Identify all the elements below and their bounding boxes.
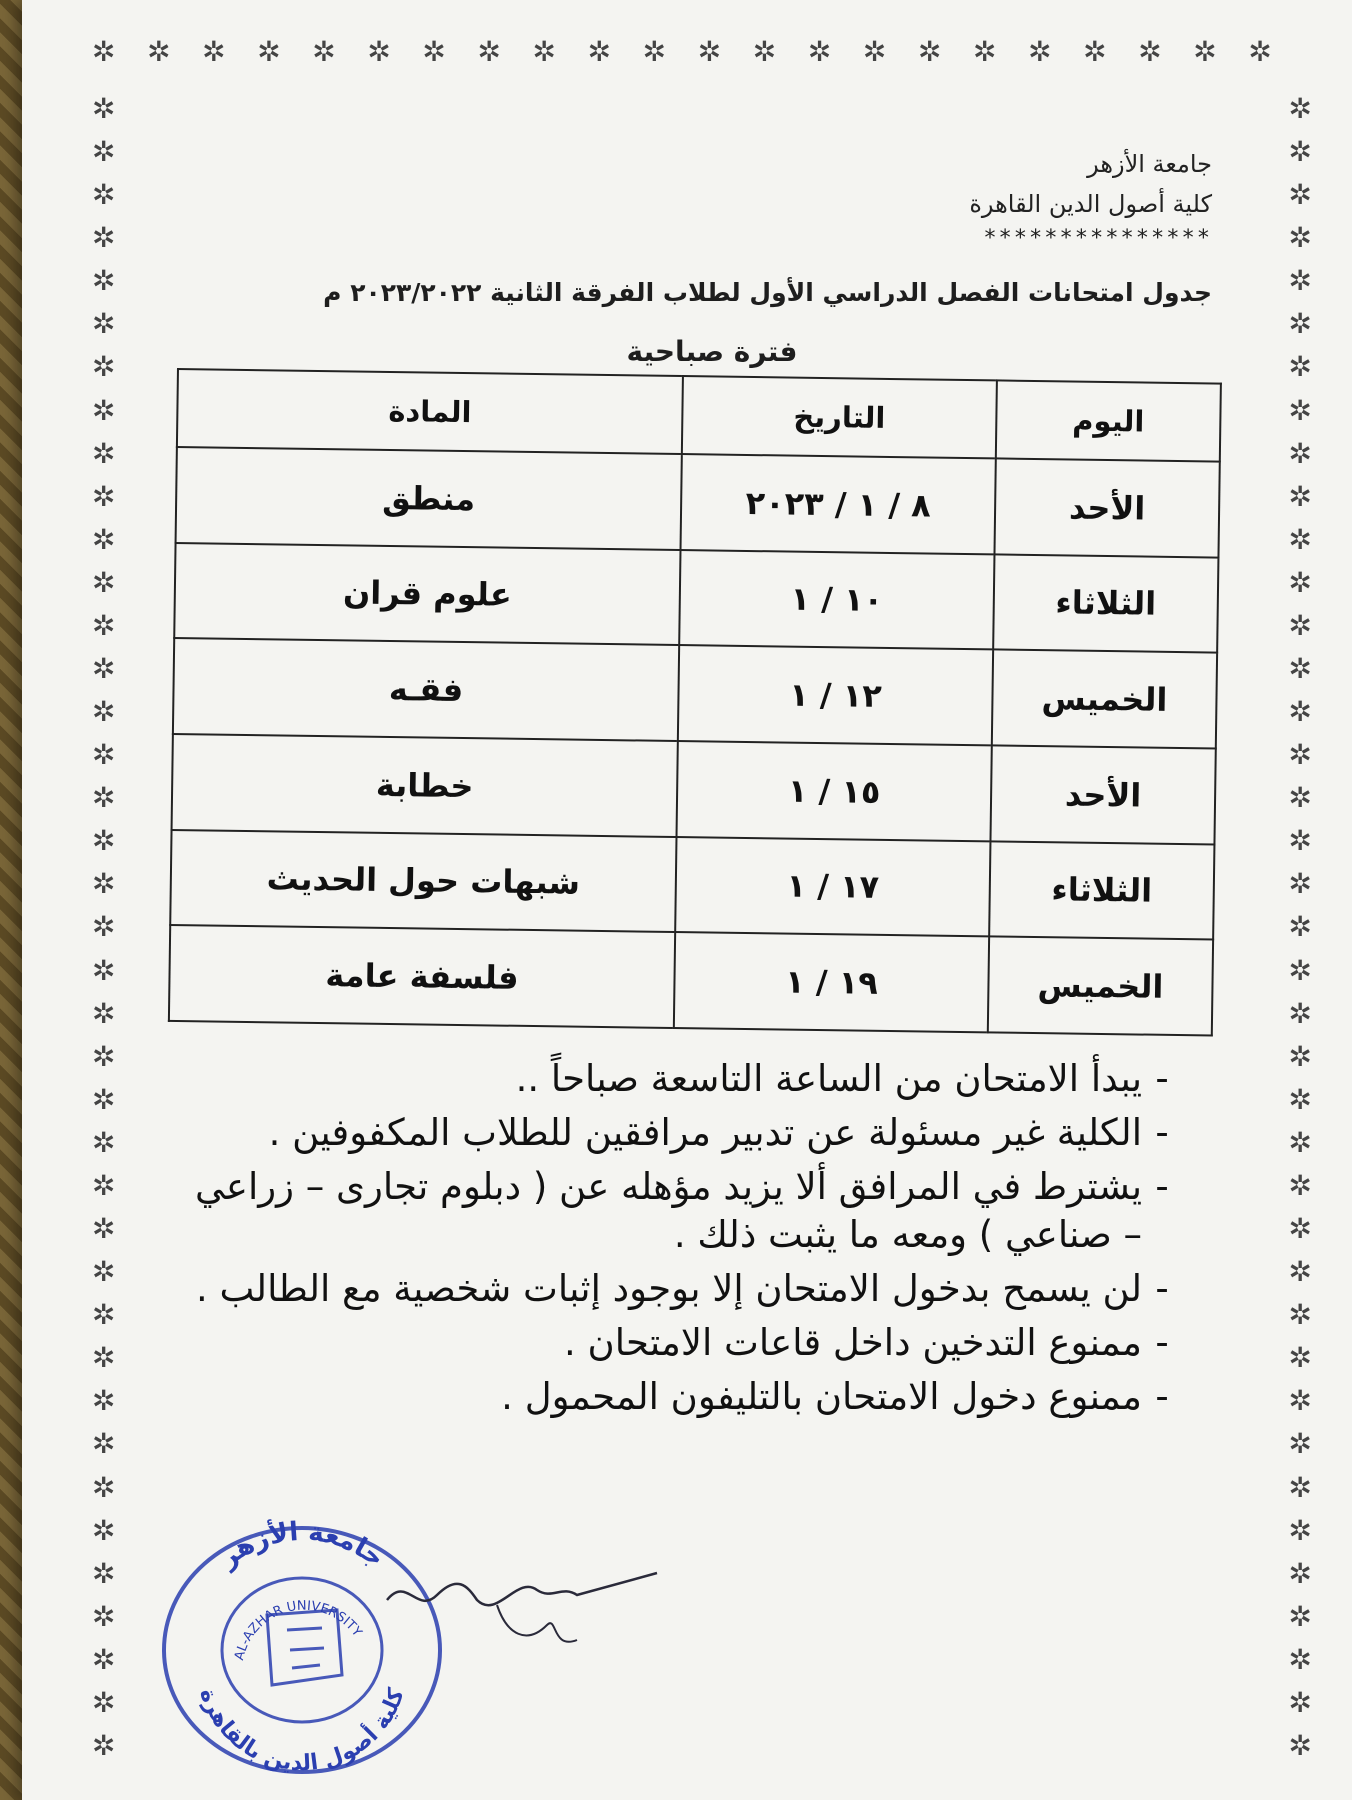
list-item bbox=[172, 1265, 1182, 1313]
border-star-icon: ✲ bbox=[1288, 1470, 1312, 1504]
border-star-icon: ✲ bbox=[92, 1470, 116, 1504]
header-day: اليوم bbox=[996, 380, 1221, 461]
cell-date: ١٩ / ١ bbox=[674, 932, 989, 1032]
border-star-icon: ✲ bbox=[1028, 35, 1052, 68]
header-subject: المادة bbox=[177, 369, 683, 454]
border-star-icon: ✲ bbox=[1083, 35, 1107, 68]
border-star-icon: ✲ bbox=[1288, 178, 1312, 212]
border-star-icon: ✲ bbox=[1288, 1255, 1312, 1289]
border-star-icon: ✲ bbox=[1288, 565, 1312, 599]
seal-top-text: جامعة الأزهر bbox=[213, 1516, 390, 1574]
cell-subject: فلسفة عامة bbox=[169, 925, 675, 1028]
border-star-icon: ✲ bbox=[92, 1212, 116, 1246]
cell-day: الثلاثاء bbox=[989, 841, 1214, 940]
svg-text:جامعة الأزهر bbox=[212, 1516, 390, 1575]
border-star-icon: ✲ bbox=[92, 221, 116, 255]
border-star-icon: ✲ bbox=[973, 35, 997, 68]
border-star-icon: ✲ bbox=[202, 35, 226, 68]
border-star-icon: ✲ bbox=[92, 393, 116, 427]
border-star-icon: ✲ bbox=[92, 264, 116, 298]
border-star-icon: ✲ bbox=[92, 35, 116, 68]
table-row bbox=[170, 830, 1214, 940]
table-row bbox=[173, 638, 1217, 748]
border-star-icon: ✲ bbox=[1288, 1212, 1312, 1246]
border-star-icon: ✲ bbox=[92, 1599, 116, 1633]
border-star-icon: ✲ bbox=[1288, 1039, 1312, 1073]
list-item bbox=[172, 1109, 1182, 1157]
instruction-text: الكلية غير مسئولة عن تدبير مرافقين للطلاب المكفوفين . bbox=[268, 1111, 1142, 1154]
list-item bbox=[172, 1163, 1182, 1259]
border-star-icon: ✲ bbox=[1288, 264, 1312, 298]
border-star-icon: ✲ bbox=[147, 35, 171, 68]
border-star-icon: ✲ bbox=[92, 996, 116, 1030]
border-star-icon: ✲ bbox=[1288, 781, 1312, 815]
border-star-icon: ✲ bbox=[1288, 1513, 1312, 1547]
border-star-icon: ✲ bbox=[92, 652, 116, 686]
border-star-icon: ✲ bbox=[92, 479, 116, 513]
border-star-icon: ✲ bbox=[92, 1082, 116, 1116]
instruction-text: ممنوع دخول الامتحان بالتليفون المحمول . bbox=[501, 1375, 1142, 1418]
cell-date: ١٠ / ١ bbox=[679, 550, 994, 650]
decorative-border-top bbox=[92, 35, 1272, 68]
decorative-border-right bbox=[1288, 92, 1312, 1762]
border-star-icon: ✲ bbox=[1288, 436, 1312, 470]
instruction-text: لن يسمح بدخول الامتحان إلا بوجود إثبات شخصية مع الطالب . bbox=[195, 1267, 1142, 1310]
border-star-icon: ✲ bbox=[92, 824, 116, 858]
border-star-icon: ✲ bbox=[1288, 738, 1312, 772]
border-star-icon: ✲ bbox=[917, 35, 942, 68]
border-star-icon: ✲ bbox=[92, 307, 116, 341]
border-star-icon: ✲ bbox=[92, 350, 116, 384]
document-page bbox=[22, 0, 1352, 1800]
list-item bbox=[172, 1055, 1182, 1103]
border-star-icon: ✲ bbox=[1288, 910, 1312, 944]
table-row bbox=[174, 543, 1218, 653]
cell-date: ١٧ / ١ bbox=[675, 837, 990, 937]
border-star-icon: ✲ bbox=[312, 35, 336, 68]
border-star-icon: ✲ bbox=[1288, 221, 1312, 255]
bullet-dash: - bbox=[1155, 1267, 1169, 1310]
border-star-icon: ✲ bbox=[92, 1427, 116, 1461]
border-star-icon: ✲ bbox=[1288, 1298, 1312, 1332]
document-header bbox=[969, 150, 1212, 251]
border-star-icon: ✲ bbox=[367, 35, 391, 68]
border-star-icon: ✲ bbox=[422, 35, 446, 68]
border-star-icon: ✲ bbox=[1288, 824, 1312, 858]
instruction-text: ممنوع التدخين داخل قاعات الامتحان . bbox=[564, 1321, 1142, 1364]
border-star-icon: ✲ bbox=[752, 35, 777, 68]
svg-text:كلية أصول الدين بالقاهرة bbox=[194, 1685, 409, 1776]
border-star-icon: ✲ bbox=[1288, 1599, 1312, 1633]
border-star-icon: ✲ bbox=[92, 608, 116, 642]
border-star-icon: ✲ bbox=[1288, 1427, 1312, 1461]
cell-day: الخميس bbox=[988, 937, 1213, 1036]
border-star-icon: ✲ bbox=[92, 436, 116, 470]
border-star-icon: ✲ bbox=[1288, 652, 1312, 686]
cell-day: الخميس bbox=[992, 650, 1217, 749]
table-row bbox=[172, 734, 1216, 844]
border-star-icon: ✲ bbox=[1288, 1341, 1312, 1375]
border-star-icon: ✲ bbox=[92, 1341, 116, 1375]
border-star-icon: ✲ bbox=[1288, 92, 1312, 125]
seal-latin-text: AL-AZHAR UNIVERSITY bbox=[232, 1598, 365, 1662]
border-star-icon: ✲ bbox=[92, 953, 116, 987]
instruction-text: يبدأ الامتحان من الساعة التاسعة صباحاً .. bbox=[515, 1057, 1142, 1100]
decorative-border-left bbox=[92, 92, 116, 1762]
cell-day: الأحد bbox=[990, 745, 1215, 844]
bullet-dash: - bbox=[1155, 1321, 1169, 1364]
cell-date: ١٥ / ١ bbox=[677, 741, 992, 841]
border-star-icon: ✲ bbox=[1288, 953, 1312, 987]
cell-subject: خطابة bbox=[172, 734, 678, 837]
border-star-icon: ✲ bbox=[92, 910, 116, 944]
cell-day: الثلاثاء bbox=[993, 554, 1218, 653]
exam-schedule-table bbox=[168, 368, 1222, 1037]
border-star-icon: ✲ bbox=[1288, 393, 1312, 427]
border-star-icon: ✲ bbox=[92, 565, 116, 599]
university-name: جامعة الأزهر bbox=[1087, 150, 1212, 178]
header-date: التاريخ bbox=[682, 376, 997, 458]
table-row bbox=[169, 925, 1213, 1035]
border-star-icon: ✲ bbox=[1288, 307, 1312, 341]
border-star-icon: ✲ bbox=[1288, 608, 1312, 642]
bullet-dash: - bbox=[1155, 1057, 1169, 1100]
border-star-icon: ✲ bbox=[1288, 867, 1312, 901]
border-star-icon: ✲ bbox=[587, 35, 612, 68]
border-star-icon: ✲ bbox=[92, 867, 116, 901]
handwritten-signature bbox=[377, 1555, 667, 1665]
border-star-icon: ✲ bbox=[1288, 695, 1312, 729]
border-star-icon: ✲ bbox=[532, 35, 556, 68]
bullet-dash: - bbox=[1155, 1165, 1169, 1208]
cell-subject: منطق bbox=[176, 447, 682, 550]
list-item bbox=[172, 1319, 1182, 1367]
border-star-icon: ✲ bbox=[1288, 1642, 1312, 1676]
border-star-icon: ✲ bbox=[1138, 35, 1162, 68]
cell-date: ١٢ / ١ bbox=[678, 645, 993, 745]
border-star-icon: ✲ bbox=[92, 1728, 116, 1762]
seal-bottom-text: كلية أصول الدين بالقاهرة bbox=[194, 1685, 410, 1777]
border-star-icon: ✲ bbox=[1288, 1168, 1312, 1202]
border-star-icon: ✲ bbox=[807, 35, 832, 68]
bullet-dash: - bbox=[1155, 1111, 1169, 1154]
border-star-icon: ✲ bbox=[1288, 1556, 1312, 1590]
cell-subject: شبهات حول الحديث bbox=[170, 830, 676, 933]
cell-subject: فقـه bbox=[173, 638, 679, 741]
border-star-icon: ✲ bbox=[92, 1039, 116, 1073]
border-star-icon: ✲ bbox=[257, 35, 281, 68]
border-star-icon: ✲ bbox=[92, 1298, 116, 1332]
border-star-icon: ✲ bbox=[92, 1642, 116, 1676]
border-star-icon: ✲ bbox=[697, 35, 722, 68]
border-star-icon: ✲ bbox=[92, 178, 116, 212]
border-star-icon: ✲ bbox=[1288, 135, 1312, 169]
border-star-icon: ✲ bbox=[1288, 1125, 1312, 1159]
border-star-icon: ✲ bbox=[92, 1125, 116, 1159]
faculty-name: كلية أصول الدين القاهرة bbox=[969, 190, 1212, 218]
border-star-icon: ✲ bbox=[92, 695, 116, 729]
instruction-text: يشترط في المرافق ألا يزيد مؤهله عن ( دبلوم تجارى – زراعي – صناعي ) ومعه ما يثبت ذلك . bbox=[195, 1165, 1142, 1256]
border-star-icon: ✲ bbox=[92, 1556, 116, 1590]
border-star-icon: ✲ bbox=[1288, 350, 1312, 384]
border-star-icon: ✲ bbox=[92, 522, 116, 556]
border-star-icon: ✲ bbox=[1288, 1728, 1312, 1762]
cell-day: الأحد bbox=[994, 458, 1219, 557]
border-star-icon: ✲ bbox=[92, 1384, 116, 1418]
border-star-icon: ✲ bbox=[477, 35, 501, 68]
border-star-icon: ✲ bbox=[92, 781, 116, 815]
cell-subject: علوم قران bbox=[174, 543, 680, 646]
table-row bbox=[176, 447, 1220, 557]
border-star-icon: ✲ bbox=[92, 1255, 116, 1289]
schedule-subtitle: فترة صباحية bbox=[626, 335, 798, 368]
border-star-icon: ✲ bbox=[1248, 35, 1272, 68]
border-star-icon: ✲ bbox=[1288, 1685, 1312, 1719]
border-star-icon: ✲ bbox=[92, 92, 116, 125]
exam-instructions bbox=[172, 1055, 1182, 1427]
border-star-icon: ✲ bbox=[92, 1685, 116, 1719]
border-star-icon: ✲ bbox=[642, 35, 667, 68]
border-star-icon: ✲ bbox=[1288, 996, 1312, 1030]
schedule-title: جدول امتحانات الفصل الدراسي الأول لطلاب الفرقة الثانية ٢٠٢٣/٢٠٢٢ م bbox=[323, 278, 1212, 307]
border-star-icon: ✲ bbox=[1288, 1384, 1312, 1418]
bullet-dash: - bbox=[1155, 1375, 1169, 1418]
header-stars: *************** bbox=[983, 226, 1212, 251]
border-star-icon: ✲ bbox=[1193, 35, 1217, 68]
border-star-icon: ✲ bbox=[92, 738, 116, 772]
border-star-icon: ✲ bbox=[1288, 1082, 1312, 1116]
border-star-icon: ✲ bbox=[92, 135, 116, 169]
cell-date: ٨ / ١ / ٢٠٢٣ bbox=[681, 454, 996, 554]
border-star-icon: ✲ bbox=[92, 1168, 116, 1202]
border-star-icon: ✲ bbox=[862, 35, 887, 68]
border-star-icon: ✲ bbox=[1288, 479, 1312, 513]
border-star-icon: ✲ bbox=[92, 1513, 116, 1547]
table-header-row bbox=[177, 369, 1221, 462]
border-star-icon: ✲ bbox=[1288, 522, 1312, 556]
list-item bbox=[172, 1373, 1182, 1421]
